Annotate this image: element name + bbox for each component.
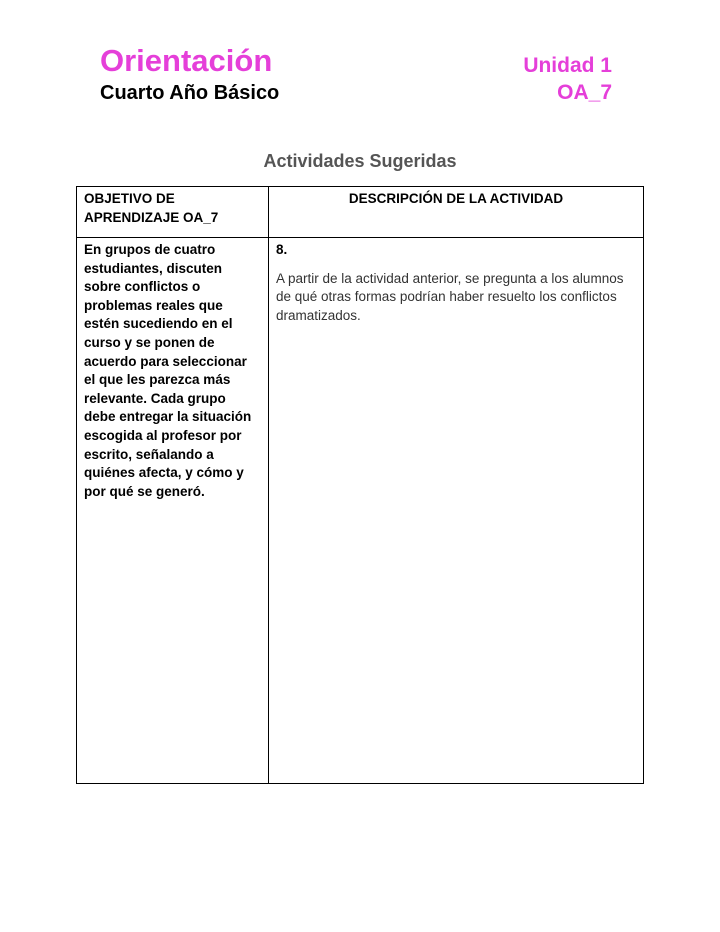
table-header-row: [77, 187, 644, 238]
activity-number: 8.: [276, 242, 288, 257]
table-row: [77, 238, 644, 784]
section-title: Actividades Sugeridas: [263, 151, 457, 171]
subject-title: Orientación: [100, 43, 273, 78]
activities-table: [76, 186, 644, 784]
objective-column-header: OBJETIVO DE APRENDIZAJE OA_7: [77, 187, 269, 238]
objective-cell: En grupos de cuatro estudiantes, discuten sobre conflictos o problemas reales que estén sucediendo en el curso y se ponen de acuerdo para seleccionar el que les parezca más relevante. Cada grupo debe entregar la situación escogida al profesor por escrito, señalando a quiénes afecta, y cómo y por qué se generó.: [77, 238, 269, 784]
description-cell: [269, 238, 644, 784]
description-column-header: DESCRIPCIÓN DE LA ACTIVIDAD: [269, 187, 644, 238]
unit-label: Unidad 1: [523, 54, 612, 77]
objective-code: OA_7: [557, 81, 612, 104]
grade-level: Cuarto Año Básico: [100, 82, 280, 104]
document-header: [100, 42, 612, 112]
activity-text: A partir de la actividad anterior, se pregunta a los alumnos de qué otras formas podrían haber resuelto los conflictos dramatizados.: [276, 270, 624, 323]
